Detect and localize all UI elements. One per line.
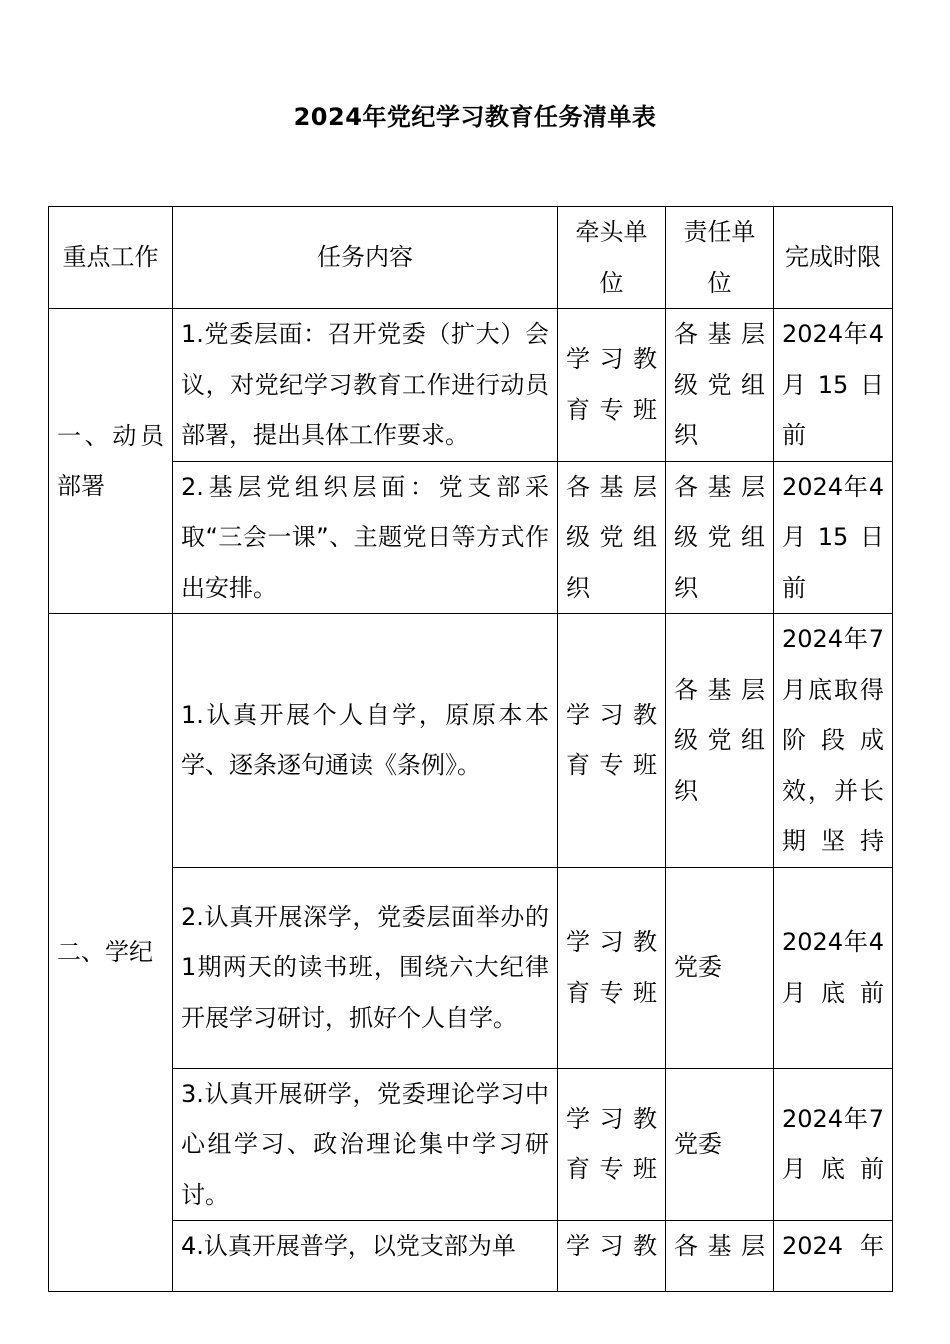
lead-unit: 各基层级党组织 — [558, 461, 666, 614]
task-content: 1.认真开展个人自学，原原本本学、逐条逐句通读《条例》。 — [173, 614, 558, 868]
resp-unit: 各基层 — [666, 1221, 774, 1292]
table-row — [49, 1221, 893, 1292]
task-content: 1.党委层面：召开党委（扩大）会议，对党纪学习教育工作进行动员部署，提出具体工作要求。 — [173, 309, 558, 462]
lead-unit: 学习教育专班 — [558, 309, 666, 462]
task-content: 2.基层党组织层面：党支部采取“三会一课”、主题党日等方式作出安排。 — [173, 461, 558, 614]
lead-unit: 学习教育专班 — [558, 1068, 666, 1221]
deadline: 2024年4月15日前 — [774, 461, 893, 614]
lead-unit: 学习教育专班 — [558, 614, 666, 868]
header-key-work: 重点工作 — [49, 207, 173, 309]
deadline: 2024年4月15日前 — [774, 309, 893, 462]
section-name: 二、学纪 — [49, 614, 173, 1292]
resp-unit: 各基层级党组织 — [666, 614, 774, 868]
deadline: 2024年 — [774, 1221, 893, 1292]
lead-unit: 学习教育专班 — [558, 867, 666, 1068]
header-resp: 责任单位 — [666, 207, 774, 309]
task-table — [48, 206, 893, 1292]
lead-unit: 学习教 — [558, 1221, 666, 1292]
section-name: 一、动员部署 — [49, 309, 173, 614]
task-content: 4.认真开展普学，以党支部为单 — [173, 1221, 558, 1292]
page-title: 2024年党纪学习教育任务清单表 — [293, 103, 657, 131]
header-row — [49, 207, 893, 309]
task-content: 2.认真开展深学，党委层面举办的1期两天的读书班，围绕六大纪律开展学习研讨，抓好个人自学。 — [173, 867, 558, 1068]
header-lead: 牵头单位 — [558, 207, 666, 309]
deadline: 2024年7月底取得阶段成效，并长期坚持 — [774, 614, 893, 868]
table-row — [49, 1068, 893, 1221]
table-row — [49, 614, 893, 868]
resp-unit: 党委 — [666, 1068, 774, 1221]
table-row — [49, 867, 893, 1068]
header-content: 任务内容 — [173, 207, 558, 309]
deadline: 2024年7月底前 — [774, 1068, 893, 1221]
resp-unit: 党委 — [666, 867, 774, 1068]
header-deadline: 完成时限 — [774, 207, 893, 309]
resp-unit: 各基层级党组织 — [666, 309, 774, 462]
deadline: 2024年4月底前 — [774, 867, 893, 1068]
resp-unit: 各基层级党组织 — [666, 461, 774, 614]
task-content: 3.认真开展研学，党委理论学习中心组学习、政治理论集中学习研讨。 — [173, 1068, 558, 1221]
table-row — [49, 309, 893, 462]
table-row — [49, 461, 893, 614]
